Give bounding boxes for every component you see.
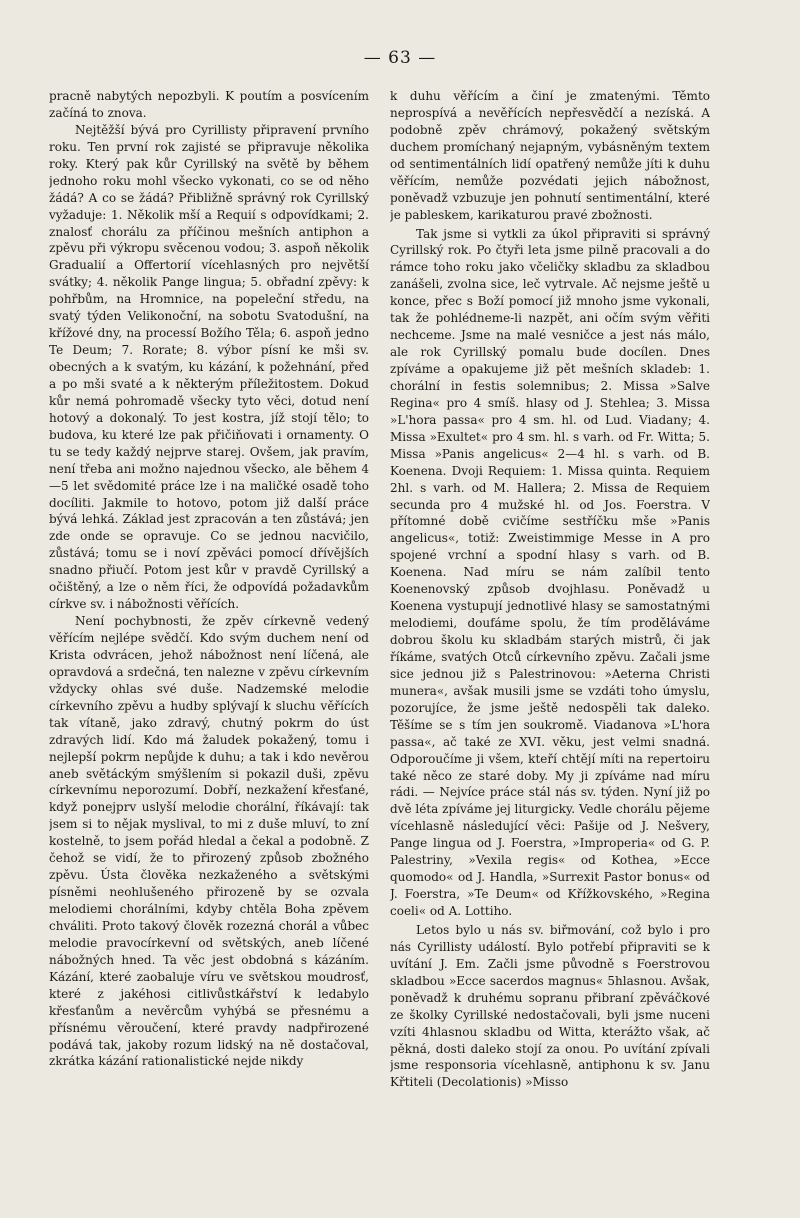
right-paragraph-2: Tak jsme si vytkli za úkol připraviti si správný Cyrillský rok. Po čtyři leta jsme pilně pracovali a do rámce toho roku jako včeličky skladbu za skladbou zanášeli, zvolna sice, leč vytrvale. Ač nejsme ještě u konce, přec s Boží pomocí již mnoho jsme vykonali, tak že pohlédneme-li nazpět, ani očím svým věřiti nechceme. Jsme na malé vesničce a jest nás málo, ale rok Cyrillský pomalu bude docílen. Dnes zpíváme a opakujeme již pět mešních skladeb: 1. chorální in festis solemnibus; 2. Missa »Salve Regina« pro 4 smíš. hlasy od J. Stehlea; 3. Missa »L'hora passa« pro 4 sm. hl. od Lud. Viadany; 4. Missa »Exultet« pro 4 sm. hl. s varh. od Fr. Witta; 5. Missa »Panis angelicus« 2—4 hl. s varh. od B. Koenena. Dvoji Requiem: 1. Missa quinta. Requiem 2hl. s varh. od M. Hallera; 2. Missa de Requiem secunda pro 4 mužské hl. od Jos. Foerstra. V přítomné době cvičíme sestříčku mše »Panis angelicus«, totiž: Zweistimmige Messe in A pro spojené vrchní a spodní hlasy s varh. od B. Koenena. Nad míru se nám zalíbil tento Koenenovský způsob dvojhlasu. Poněvadž u Koenena vystupují jednotlivé hlasy se samostatnými melodiemi, doufáme spolu, že tím proděláváme dobrou školu ku skladbám starých mistrů, či jak říkáme, svatých Otců církevního zpěvu. Začali jsme sice jednou již s Palestrinovou: »Aeterna Christi munera«, avšak musili jsme se vzdáti toho úmyslu, pozorujíce, že jsme ještě nedospěli tak daleko. Těšíme se s tím jen soukromě. Viadanova »L'hora passa«, ač také ze XVI. věku, jest velmi snadná. Odporoučíme ji všem, kteří chtějí míti na repertoiru také něco ze staré doby. My ji zpíváme nad míru rádi. — Nejvíce práce stál nás sv. týden. Nyní již po dvě léta zpíváme jej liturgicky. Vedle chorálu pějeme vícehlasně následující věci: Pašije od J. Nešvery, Pange lingua od J. Foerstra, »Improperia« od G. P. Palestriny, »Vexila regis« od Kothea, »Ecce quomodo« od J. Handla, »Surrexit Pastor bonus« od J. Foerstra, »Te Deum« od Křížkovského, »Regina coeli« od A. Lottiho. — [390, 226, 710, 918]
left-paragraph-2: Nejtěžší bývá pro Cyrillisty připravení prvního roku. Ten první rok zajisté se připravuje několika roky. Který pak kůr Cyrillský na světě by během jednoho roku mohl všecko vykonati, co se od něho žádá? A co se žádá? Přibližně správný rok Cyrillský vyžaduje: 1. Několik mší a Requií s odpovídkami; 2. znalosť chorálu za příčinou mešních antiphon a zpěvu při výkropu svěcenou vodou; 3. aspoň několik Gradualií a Offertorií vícehlasných pro největší svátky; 4. několik Pange lingua; 5. obřadní zpěvy: k pohřbům, na Hromnice, na popeleční středu, na svatý týden Velikonoční, na sobotu Svatodušní, na křížové dny, na processí Božího Těla; 6. aspoň jedno Te Deum; 7. Rorate; 8. výbor písní ke mši sv. obecných a k svatým, ku kázání, k požehnání, před a po mši svaté a k některým příležitostem. Dokud kůr nemá pohromadě všecky tyto věci, dotud není hotový a dokonalý. To jest kostra, jíž stojí tělo; to budova, ku které lze pak přičiňovati i ornamenty. O tu se tedy každý nejprve starej. Ovšem, jak pravím, není třeba ani možno najednou všecko, ale během 4—5 let svědomité práce lze i na maličké osadě toho docíliti. Jakmile to hotovo, potom již další práce bývá lehká. Základ jest zpracován a ten zůstává; jen zde onde se opravuje. Co se jednou nacvičilo, zůstává; tomu se i noví zpěváci pomocí dřívějších snadno přiučí. Potom jest kůr v pravdě Cyrillský a očištěný, a lze o něm říci, že odpovídá požadavkům církve sv. i nábožnosti věřících. — [49, 122, 369, 612]
left-paragraph-1: pracně nabytých nepozbyli. K poutím a posvícením začíná to znova. — [49, 89, 369, 120]
left-text-column — [49, 88, 369, 1168]
left-paragraph-3: Není pochybnosti, že zpěv církevně vedený věřícím nejlépe svědčí. Kdo svým duchem není od Krista odvrácen, jehož nábožnost není líčená, ale opravdová a srdečná, ten nalezne v zpěvu církevním vždycky ohlas své duše. Nadzemské melodie církevního zpěvu a hudby splývají k sluchu věřících tak vítaně, jako zdravý, chutný pokrm do úst zdravých lidí. Kdo má žaludek pokažený, tomu i nejlepší pokrm nepůjde k duhu; a tak i kdo nevěrou aneb světáckým smýšlením si pokazil duši, zpěvu církevnímu neporozumí. Dobří, nezkažení křesťané, když ponejprv uslyší melodie chorální, říkávají: tak jsem si to nějak myslival, to mi z duše mluví, to zní kostelně, to jsem pořád hledal a čekal a podobně. Z čehož se vidí, že to přirozený způsob zbožného zpěvu. Ústa člověka nezkaženého a světskými písněmi neohlušeného přirozeně by se ozvala melodiemi chorálními, kdyby chtěla Boha zpěvem chváliti. Proto takový člověk rozezná chorál a vůbec melodie pravocírkevní od světských, aneb líčené nábožných hned. Ta věc jest obdobná s kázáním. Kázání, které zaobaluje víru ve světskou moudrosť, které z jakéhosi citlivůstkářství k ledabylo křesťanům a nevěrcům vyhýbá se přesnému a přísnému věroučení, které pravdy nadpřirozené podává tak, jakoby rozum lidský na ně dostačoval, zkrátka kázání rationalistické nejde nikdy — [49, 614, 369, 1069]
right-text-column — [390, 88, 710, 1168]
page-number: — 63 — — [363, 48, 437, 68]
right-paragraph-1: k duhu věřícím a činí je zmatenými. Těmto neprospívá a nevěřících nepřesvědčí a nezíská. A podobně zpěv chrámový, pokažený světským duchem promíchaný nejapným, vybásněným textem od sentimentálních lidí opatřený nemůže jíti k duhu věřícím, nemůže pozvédati jejich nábožnost, poněvadž vzbuzuje jen pohnutí sentimentální, které je pableskem, karikaturou pravé zbožnosti. — [390, 89, 710, 222]
right-paragraph-3: Letos bylo u nás sv. biřmování, což bylo i pro nás Cyrillisty událostí. Bylo potřebí připraviti se k uvítání J. Em. Začli jsme původně s Foerstrovou skladbou »Ecce sacerdos magnus« 5hlasnou. Avšak, poněvadž k druhému sopranu přibraní zpěváčkové ze školky Cyrillské nedostačovali, byli jsme nuceni vzíti 4hlasnou skladbu od Witta, kterážto však, ač pěkná, dosti daleko stojí za onou. Po uvítání zpívali jsme responsoria vícehlasně, antiphonu k sv. Janu Křtiteli (Decolationis) »Misso — [390, 922, 710, 1090]
